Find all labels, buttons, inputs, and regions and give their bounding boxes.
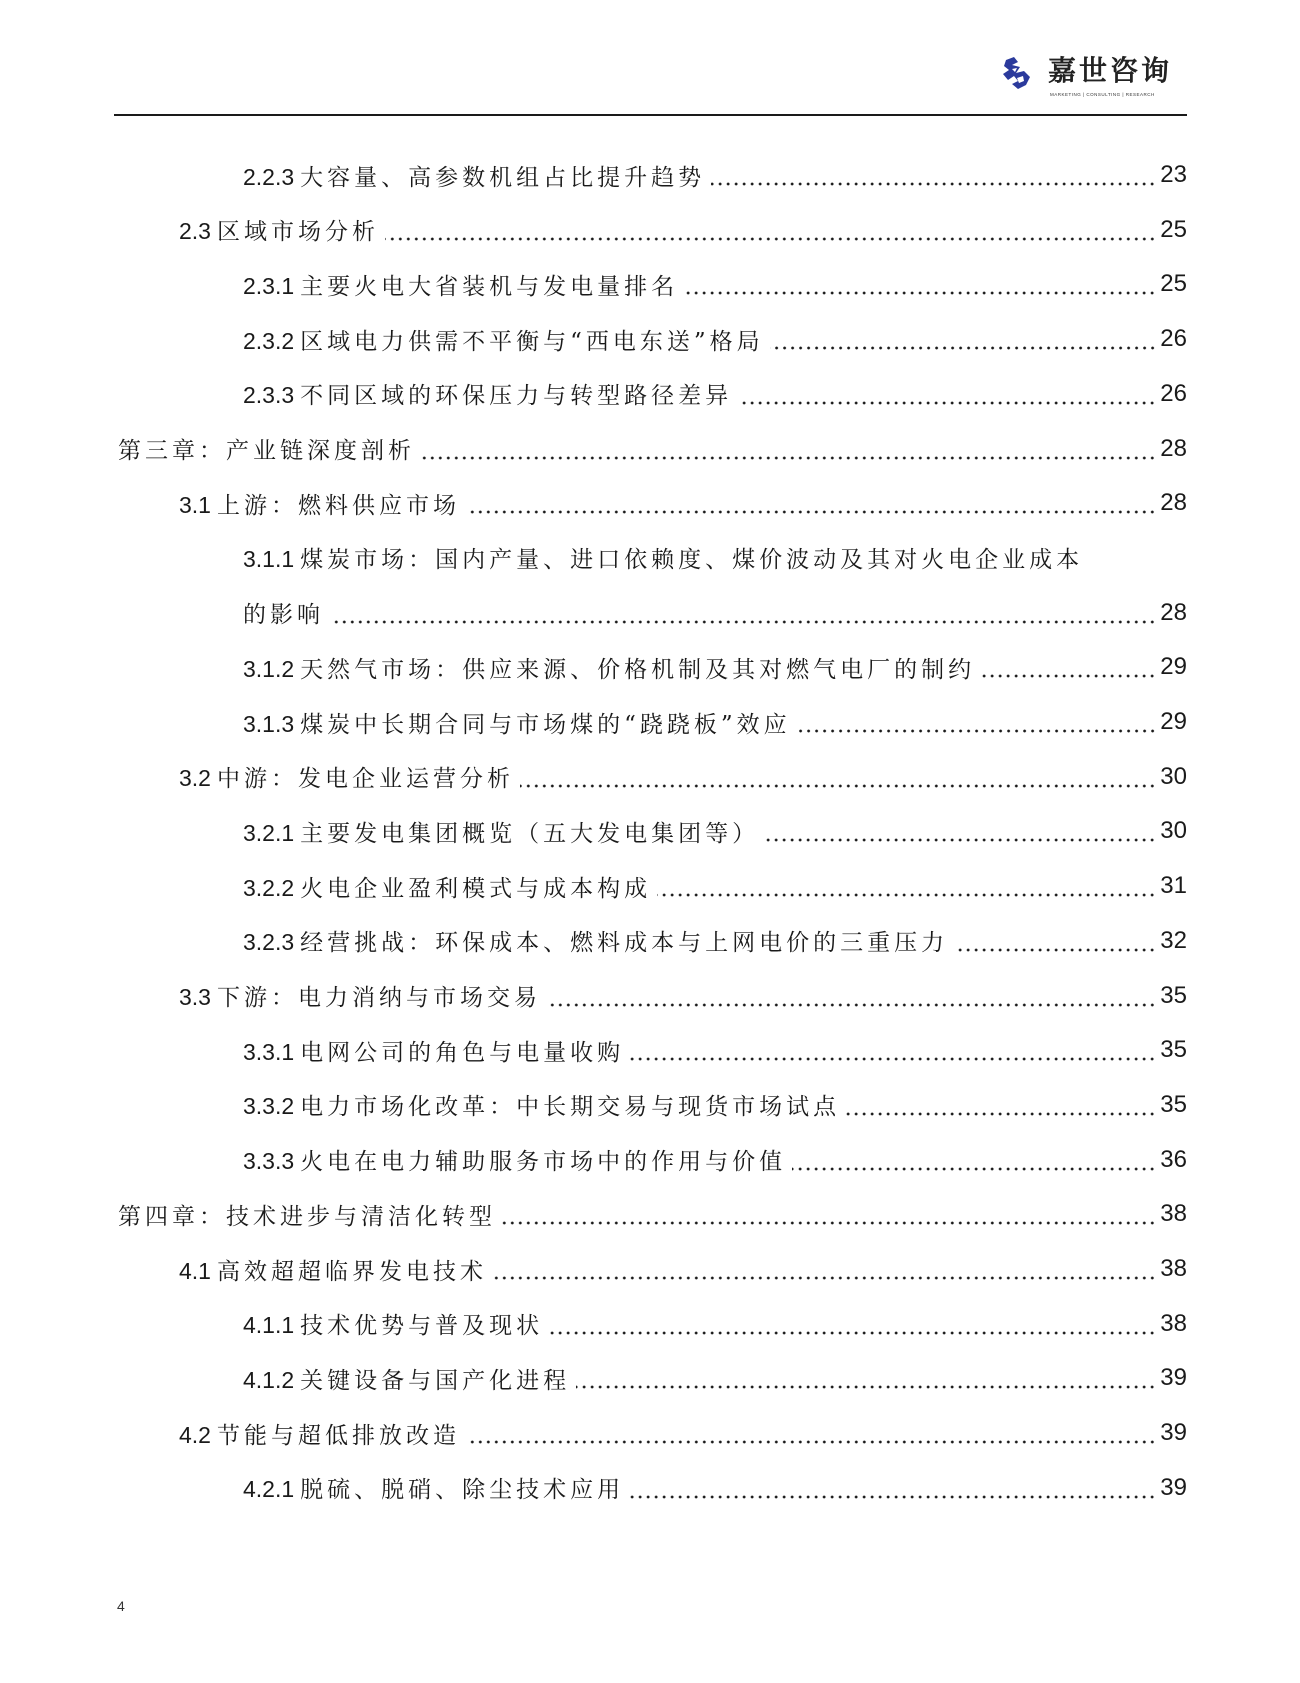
- toc-entry-page: 38: [1160, 1309, 1187, 1337]
- brand-name: 嘉世咨询: [1048, 54, 1173, 87]
- dot-leader: [765, 838, 1156, 842]
- toc-entry-title: 主要火电大省装机与发电量排名: [300, 273, 679, 300]
- toc-entry[interactable]: [243, 531, 1187, 585]
- dot-leader: [770, 346, 1157, 350]
- toc-entry[interactable]: [179, 1406, 1187, 1460]
- toc-chapter-entry[interactable]: [118, 1187, 1187, 1241]
- toc-entry-title: 区域市场分析: [216, 219, 379, 246]
- toc-entry-title: 电力市场化改革：中长期交易与现货市场试点: [300, 1094, 841, 1121]
- toc-entry-page: 30: [1160, 762, 1187, 790]
- toc-entry-number: 3.1.1: [243, 546, 295, 573]
- toc-entry-page: 26: [1160, 325, 1187, 353]
- toc-entry-number: 3.3.2: [243, 1093, 295, 1120]
- toc-entry-number: 4.1.2: [243, 1366, 295, 1393]
- toc-entry[interactable]: [179, 1242, 1187, 1296]
- toc-entry-number: 3.1.2: [243, 655, 295, 682]
- toc-entry-title: 火电在电力辅助服务市场中的作用与价值: [300, 1149, 787, 1176]
- dot-leader: [493, 1276, 1156, 1280]
- dot-leader: [466, 510, 1156, 514]
- toc-entry-number: 3.2.3: [243, 929, 295, 956]
- toc-entry-number: 3.2: [179, 765, 211, 792]
- page-number: 4: [117, 1598, 125, 1614]
- toc-entry-number: 2.3.1: [243, 272, 295, 299]
- toc-entry[interactable]: [243, 1023, 1187, 1077]
- toc-entry-number: 3.3.1: [243, 1038, 295, 1065]
- toc-entry-page: 31: [1160, 872, 1187, 900]
- toc-entry-page: 35: [1160, 981, 1187, 1009]
- toc-entry-title: 区域电力供需不平衡与“西电东送”格局: [300, 328, 764, 355]
- toc-entry-page: 26: [1160, 379, 1187, 407]
- brand-tagline: MARKETING | CONSULTING | RESEARCH: [1050, 92, 1155, 97]
- toc-entry-page: 29: [1160, 653, 1187, 681]
- toc-entry-page: 39: [1160, 1364, 1187, 1392]
- toc-entry[interactable]: [243, 257, 1187, 311]
- toc-entry-number: 4.2: [179, 1421, 211, 1448]
- dot-leader: [520, 784, 1156, 788]
- toc-entry-number: 3.1: [179, 491, 211, 518]
- toc-entry[interactable]: [243, 148, 1187, 202]
- toc-entry-page: 35: [1160, 1036, 1187, 1064]
- toc-entry-title: 技术优势与普及现状: [300, 1313, 544, 1340]
- dot-leader: [330, 620, 1156, 624]
- page-header: [0, 0, 1300, 120]
- toc-entry-page: 29: [1160, 708, 1187, 735]
- toc-entry-page: 39: [1160, 1419, 1187, 1447]
- toc-entry[interactable]: [243, 1351, 1187, 1405]
- toc-entry-title: 中游：发电企业运营分析: [216, 766, 514, 793]
- toc-entry-number: 3.3.3: [243, 1148, 295, 1175]
- toc-entry-number: 4.2.1: [243, 1476, 295, 1503]
- toc-entry-number: 2.3.2: [243, 327, 295, 354]
- dot-leader: [981, 674, 1156, 678]
- toc-entry-title: 脱硫、脱硝、除尘技术应用: [300, 1477, 625, 1504]
- toc-entry-title: 火电企业盈利模式与成本构成: [300, 875, 652, 902]
- brand-mark-icon: [1000, 56, 1034, 90]
- toc-entry-number: 3.2.1: [243, 819, 295, 846]
- dot-leader: [466, 1440, 1156, 1444]
- dot-leader: [502, 1221, 1156, 1225]
- toc-chapter-entry[interactable]: [118, 422, 1187, 476]
- toc-entry[interactable]: [243, 367, 1187, 421]
- toc-entry[interactable]: [179, 203, 1187, 257]
- toc-entry-number: 2.3: [179, 218, 211, 245]
- toc-entry-title: 电网公司的角色与电量收购: [300, 1039, 625, 1066]
- toc-entry-number: 2.3.3: [243, 382, 295, 409]
- toc-entry-title: 第三章：产业链深度剖析: [118, 438, 415, 464]
- toc-entry[interactable]: [243, 312, 1187, 366]
- brand-logo: [1000, 54, 1190, 102]
- dot-leader: [711, 182, 1156, 186]
- dot-leader: [792, 1167, 1156, 1171]
- toc-entry[interactable]: [179, 476, 1187, 530]
- toc-entry-page: 36: [1160, 1145, 1187, 1173]
- dot-leader: [797, 729, 1157, 733]
- toc-entry-title: 主要发电集团概览（五大发电集团等）: [300, 820, 760, 847]
- toc-entry-page: 38: [1160, 1200, 1187, 1228]
- dot-leader: [630, 1495, 1156, 1499]
- toc-entry[interactable]: [243, 859, 1187, 913]
- toc-entry-title: 下游：电力消纳与市场交易: [216, 985, 541, 1011]
- toc-entry-page: 30: [1160, 817, 1187, 845]
- toc-entry[interactable]: [243, 1297, 1187, 1351]
- toc-entry-page: 35: [1160, 1090, 1187, 1118]
- toc-entry-page: 28: [1160, 489, 1187, 517]
- toc-entry[interactable]: [179, 969, 1187, 1023]
- toc-entry[interactable]: [243, 1078, 1187, 1132]
- dot-leader: [385, 237, 1156, 241]
- toc-entry-title-continued: 的影响: [243, 602, 324, 629]
- toc-entry-continuation[interactable]: [243, 586, 1187, 640]
- toc-entry[interactable]: [243, 804, 1187, 858]
- header-divider: [114, 114, 1187, 116]
- dot-leader: [421, 456, 1156, 460]
- toc-entry-title: 大容量、高参数机组占比提升趋势: [300, 164, 706, 191]
- toc-entry[interactable]: [179, 750, 1187, 804]
- toc-entry-title: 第四章：技术进步与清洁化转型: [118, 1203, 496, 1230]
- toc-entry-number: 4.1.1: [243, 1312, 295, 1339]
- toc-entry[interactable]: [243, 695, 1187, 749]
- dot-leader: [576, 1385, 1156, 1389]
- toc-entry-number: 3.2.2: [243, 874, 295, 901]
- dot-leader: [630, 1057, 1156, 1061]
- toc-entry-title: 关键设备与国产化进程: [300, 1367, 571, 1394]
- dot-leader: [738, 401, 1156, 405]
- dot-leader: [846, 1112, 1156, 1116]
- toc-entry[interactable]: [243, 1461, 1187, 1515]
- toc-entry-number: 4.1: [179, 1257, 211, 1284]
- toc-entry-number: 3.1.3: [243, 710, 295, 737]
- toc-entry[interactable]: [243, 914, 1187, 968]
- toc-entry-page: 25: [1160, 270, 1187, 298]
- toc-entry-page: 32: [1160, 926, 1187, 954]
- toc-entry-number: 2.2.3: [243, 163, 295, 190]
- toc-entry[interactable]: [243, 640, 1187, 694]
- toc-entry-title: 煤炭市场：国内产量、进口依赖度、煤价波动及其对火电企业成本: [300, 547, 1084, 574]
- toc-entry-page: 39: [1160, 1473, 1187, 1501]
- dot-leader: [684, 291, 1156, 295]
- dot-leader: [657, 893, 1156, 897]
- toc-entry-title: 不同区域的环保压力与转型路径差异: [300, 383, 733, 410]
- toc-entry[interactable]: [243, 1133, 1187, 1187]
- dot-leader: [549, 1331, 1156, 1335]
- toc-entry-title: 上游：燃料供应市场: [216, 492, 460, 519]
- toc-entry-page: 23: [1160, 161, 1187, 188]
- toc-entry-title: 高效超超临界发电技术: [216, 1258, 487, 1285]
- toc-entry-title: 天然气市场：供应来源、价格机制及其对燃气电厂的制约: [300, 656, 976, 683]
- toc-entry-page: 25: [1160, 215, 1187, 243]
- toc-entry-number: 3.3: [179, 984, 211, 1010]
- toc-entry-page: 38: [1160, 1255, 1187, 1282]
- toc-entry-page: 28: [1160, 598, 1187, 626]
- dot-leader: [954, 948, 1156, 952]
- toc-entry-title: 节能与超低排放改造: [216, 1422, 460, 1449]
- toc-entry-title: 煤炭中长期合同与市场煤的“跷跷板”效应: [300, 711, 791, 738]
- toc-entry-page: 28: [1160, 434, 1187, 462]
- toc-entry-title: 经营挑战：环保成本、燃料成本与上网电价的三重压力: [300, 930, 949, 957]
- dot-leader: [547, 1003, 1156, 1007]
